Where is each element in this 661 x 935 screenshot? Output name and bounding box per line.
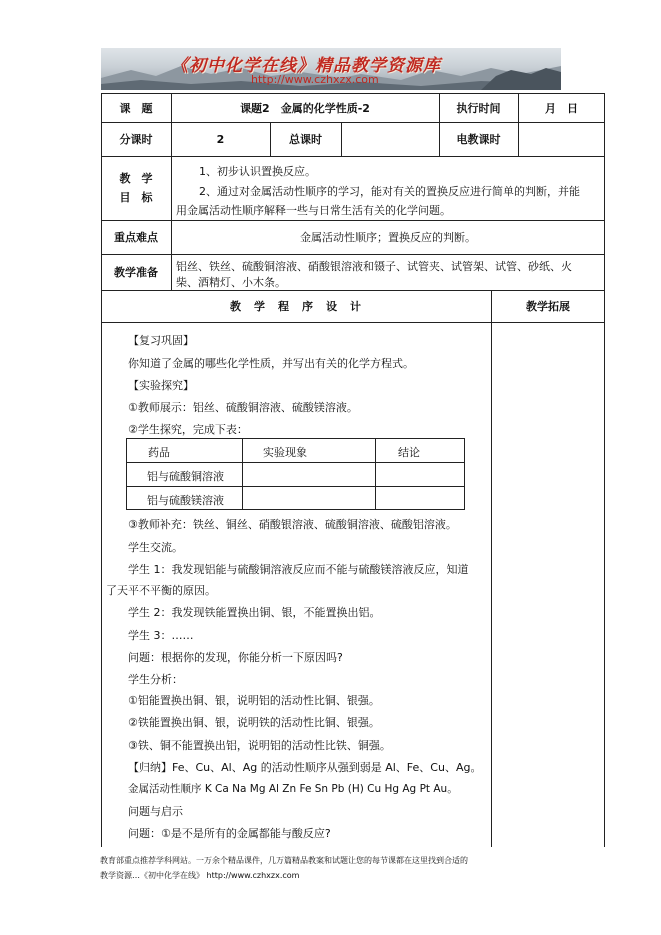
key-points-label: 重点难点 xyxy=(114,231,158,244)
preparation-line-2: 柴、酒精灯、小木条。 xyxy=(176,276,286,289)
table-header-conclusion: 结论 xyxy=(398,446,420,459)
analysis-3: ③铁、铜不能置换出铝，说明铝的活动性比铁、铜强。 xyxy=(128,739,391,752)
banner-url[interactable]: http://www.czhxzx.com xyxy=(251,73,379,86)
footer-line-1: 教育部重点推荐学科网站。一万余个精品课件，几万篇精品教案和试题让您的每节课都在这里找到合适的 xyxy=(100,856,468,865)
topic-value: 课题2 金属的化学性质-2 xyxy=(240,101,370,115)
student-3: 学生 3：…… xyxy=(128,629,194,642)
footer-line-2 xyxy=(100,870,299,881)
footer-url[interactable]: http://www.czhxzx.com xyxy=(206,871,300,880)
table-header-phenomenon: 实验现象 xyxy=(263,446,307,459)
period-label: 分课时 xyxy=(119,133,153,146)
date-value: 月 日 xyxy=(545,101,578,115)
analysis-2: ②铁能置换出铜、银，说明铁的活动性比铜、银强。 xyxy=(128,716,380,729)
objectives-label-1: 教 学 xyxy=(119,172,153,185)
question: 问题：根据你的发现，你能分析一下原因吗? xyxy=(128,651,343,664)
extension-header: 教学拓展 xyxy=(526,300,570,313)
total-value xyxy=(341,122,439,156)
student-exchange: 学生交流。 xyxy=(128,541,183,554)
total-label: 总课时 xyxy=(289,133,322,146)
footer-prefix: 教学资源…《初中化学在线》 xyxy=(100,871,204,880)
analysis-title: 学生分析： xyxy=(128,673,183,686)
preparation-line-1: 铝丝、铁丝、硫酸铜溶液、硝酸银溶液和镊子、试管夹、试管架、试管、砂纸、火 xyxy=(176,260,572,273)
key-points-value: 金属活动性顺序；置换反应的判断。 xyxy=(300,231,476,244)
teacher-demo: ①教师展示：铝丝、硫酸铜溶液、硫酸镁溶液。 xyxy=(128,401,358,414)
student-2: 学生 2：我发现铁能置换出铜、银，不能置换出铝。 xyxy=(128,606,381,619)
summary: 【归纳】Fe、Cu、Al、Ag 的活动性顺序从强到弱是 Al、Fe、Cu、Ag。 xyxy=(128,761,482,774)
design-header: 教 学 程 序 设 计 xyxy=(230,300,362,313)
period-value: 2 xyxy=(216,132,225,146)
table-header-reagent: 药品 xyxy=(148,446,170,459)
activity-series: 金属活动性顺序 K Ca Na Mg Al Zn Fe Sn Pb (H) Cu Hg Ag Pt Au。 xyxy=(128,783,458,795)
banner xyxy=(101,48,561,90)
review-title: 【复习巩固】 xyxy=(128,334,194,347)
table-row-1: 铝与硫酸铜溶液 xyxy=(147,470,224,483)
problem-1: 问题：①是不是所有的金属都能与酸反应? xyxy=(128,827,331,840)
student-explore: ②学生探究，完成下表： xyxy=(128,423,248,436)
elec-label: 电教课时 xyxy=(456,133,501,146)
analysis-1: ①铝能置换出铜、银，说明铝的活动性比铜、银强。 xyxy=(128,694,380,707)
elec-value xyxy=(518,122,605,156)
objective-line-2: 2、通过对金属活动性顺序的学习，能对有关的置换反应进行简单的判断，并能 xyxy=(199,185,580,198)
objective-line-3: 用金属活动性顺序解释一些与日常生活有关的化学问题。 xyxy=(176,204,451,217)
review-text: 你知道了金属的哪些化学性质，并写出有关的化学方程式。 xyxy=(128,357,414,370)
preparation-label: 教学准备 xyxy=(114,266,158,279)
table-row-2: 铝与硫酸镁溶液 xyxy=(147,494,224,507)
student-1-line-1: 学生 1：我发现铝能与硫酸铜溶液反应而不能与硫酸镁溶液反应，知道 xyxy=(128,563,469,576)
explore-title: 【实验探究】 xyxy=(128,379,194,392)
teacher-supplement: ③教师补充：铁丝、铜丝、硝酸银溶液、硫酸铜溶液、硫酸铝溶液。 xyxy=(128,518,457,531)
topic-label: 课 题 xyxy=(119,101,153,115)
banner-title: 《初中化学在线》精品教学资源库 xyxy=(171,56,441,76)
objectives-label-2: 目 标 xyxy=(119,191,153,204)
objective-line-1: 1、初步认识置换反应。 xyxy=(199,165,316,178)
exec-time-label: 执行时间 xyxy=(456,101,501,115)
student-1-line-2: 了天平不平衡的原因。 xyxy=(106,584,216,597)
problem-title: 问题与启示 xyxy=(128,805,183,818)
